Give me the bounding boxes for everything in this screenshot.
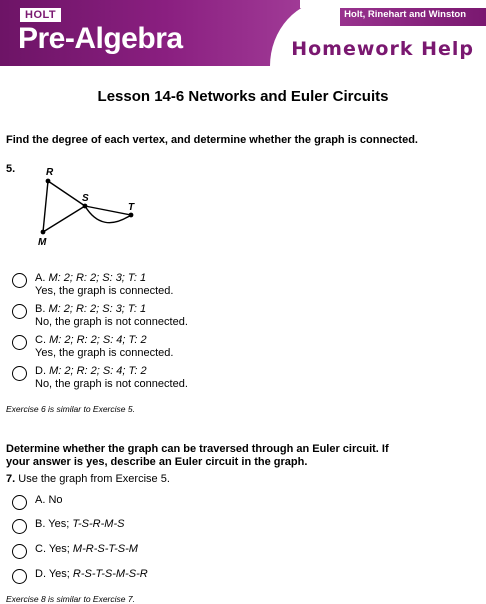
- choice-5a[interactable]: [12, 272, 173, 298]
- radio-button-7a[interactable]: [12, 495, 27, 510]
- choice-5a-degrees: M: 2; R: 2; S: 3; T: 1: [48, 272, 147, 284]
- label-r: R: [46, 167, 54, 178]
- choice-7b[interactable]: [12, 518, 124, 534]
- vertex-t: [129, 213, 134, 218]
- similar-exercise-note-8: Exercise 8 is similar to Exercise 7.: [6, 594, 135, 604]
- choice-7d-answer: R-S-T-S-M-S-R: [72, 568, 148, 580]
- radio-button-7c[interactable]: [12, 544, 27, 559]
- choice-5c-connected: Yes, the graph is connected.: [35, 347, 174, 359]
- choice-5d-degrees: M: 2; R: 2; S: 4; T: 2: [49, 365, 147, 377]
- choice-5a-text: [35, 272, 173, 298]
- instruction-part2: Determine whether the graph can be traversed through an Euler circuit. If your answer is yes, describe an Euler circuit in the graph.: [6, 443, 389, 468]
- exercise-number-7: 7.: [6, 473, 16, 485]
- choice-7c-text: [35, 543, 138, 556]
- exercise-7-prompt: [6, 473, 170, 485]
- similar-exercise-note-6: Exercise 6 is similar to Exercise 5.: [6, 404, 135, 414]
- choice-5a-connected: Yes, the graph is connected.: [35, 285, 174, 297]
- choice-5a-prefix: A.: [35, 272, 49, 284]
- label-m: M: [38, 237, 47, 248]
- holt-logo: HOLT: [20, 8, 61, 22]
- choice-7b-answer: T-S-R-M-S: [72, 518, 125, 530]
- edge-r-s: [48, 181, 85, 206]
- choice-5c-degrees: M: 2; R: 2; S: 4; T: 2: [49, 334, 147, 346]
- choice-7d[interactable]: [12, 568, 148, 584]
- exercise-number-5: 5.: [6, 163, 16, 175]
- vertex-r: [46, 179, 51, 184]
- choice-7c-answer: M-R-S-T-S-M: [72, 543, 138, 555]
- radio-button-7b[interactable]: [12, 519, 27, 534]
- vertex-s: [83, 204, 88, 209]
- header-banner: [0, 0, 486, 66]
- label-s: S: [82, 193, 89, 204]
- exercise-7-text: Use the graph from Exercise 5.: [18, 473, 170, 485]
- edge-m-s: [43, 206, 85, 232]
- lesson-title: Lesson 14-6 Networks and Euler Circuits: [97, 88, 389, 105]
- choice-5c-text: [35, 334, 173, 360]
- choice-7b-prefix: B. Yes;: [35, 518, 73, 530]
- vertex-m: [41, 230, 46, 235]
- radio-button-5d[interactable]: [12, 366, 27, 381]
- label-t: T: [128, 202, 135, 213]
- choice-7d-prefix: D. Yes;: [35, 568, 73, 580]
- choice-5c-prefix: C.: [35, 334, 50, 346]
- choice-5b[interactable]: [12, 303, 188, 329]
- choice-5d-text: [35, 365, 188, 391]
- homework-help-title: Homework Help: [291, 38, 474, 60]
- instruction-part1: Find the degree of each vertex, and determine whether the graph is connected.: [6, 134, 418, 146]
- publisher-name: Holt, Rinehart and Winston: [344, 9, 466, 20]
- choice-7a-text: [35, 494, 63, 507]
- choice-5c[interactable]: [12, 334, 173, 360]
- choice-7c[interactable]: [12, 543, 138, 559]
- network-graph: [30, 164, 160, 248]
- choice-7a-prefix: A.: [35, 494, 49, 506]
- choice-5d[interactable]: [12, 365, 188, 391]
- choice-5d-connected: No, the graph is not connected.: [35, 378, 188, 390]
- choice-5d-prefix: D.: [35, 365, 50, 377]
- course-title: Pre-Algebra: [18, 22, 183, 55]
- edge-s-t-straight: [85, 206, 131, 215]
- radio-button-7d[interactable]: [12, 569, 27, 584]
- choice-7d-text: [35, 568, 148, 581]
- choice-5b-connected: No, the graph is not connected.: [35, 316, 188, 328]
- radio-button-5a[interactable]: [12, 273, 27, 288]
- choice-7c-prefix: C. Yes;: [35, 543, 73, 555]
- radio-button-5b[interactable]: [12, 304, 27, 319]
- radio-button-5c[interactable]: [12, 335, 27, 350]
- choice-5b-prefix: B.: [35, 303, 49, 315]
- choice-7b-text: [35, 518, 124, 531]
- choice-5b-text: [35, 303, 188, 329]
- choice-7a-answer: No: [48, 494, 63, 506]
- edge-r-m: [43, 181, 48, 232]
- choice-5b-degrees: M: 2; R: 2; S: 3; T: 1: [48, 303, 147, 315]
- choice-7a[interactable]: [12, 494, 63, 510]
